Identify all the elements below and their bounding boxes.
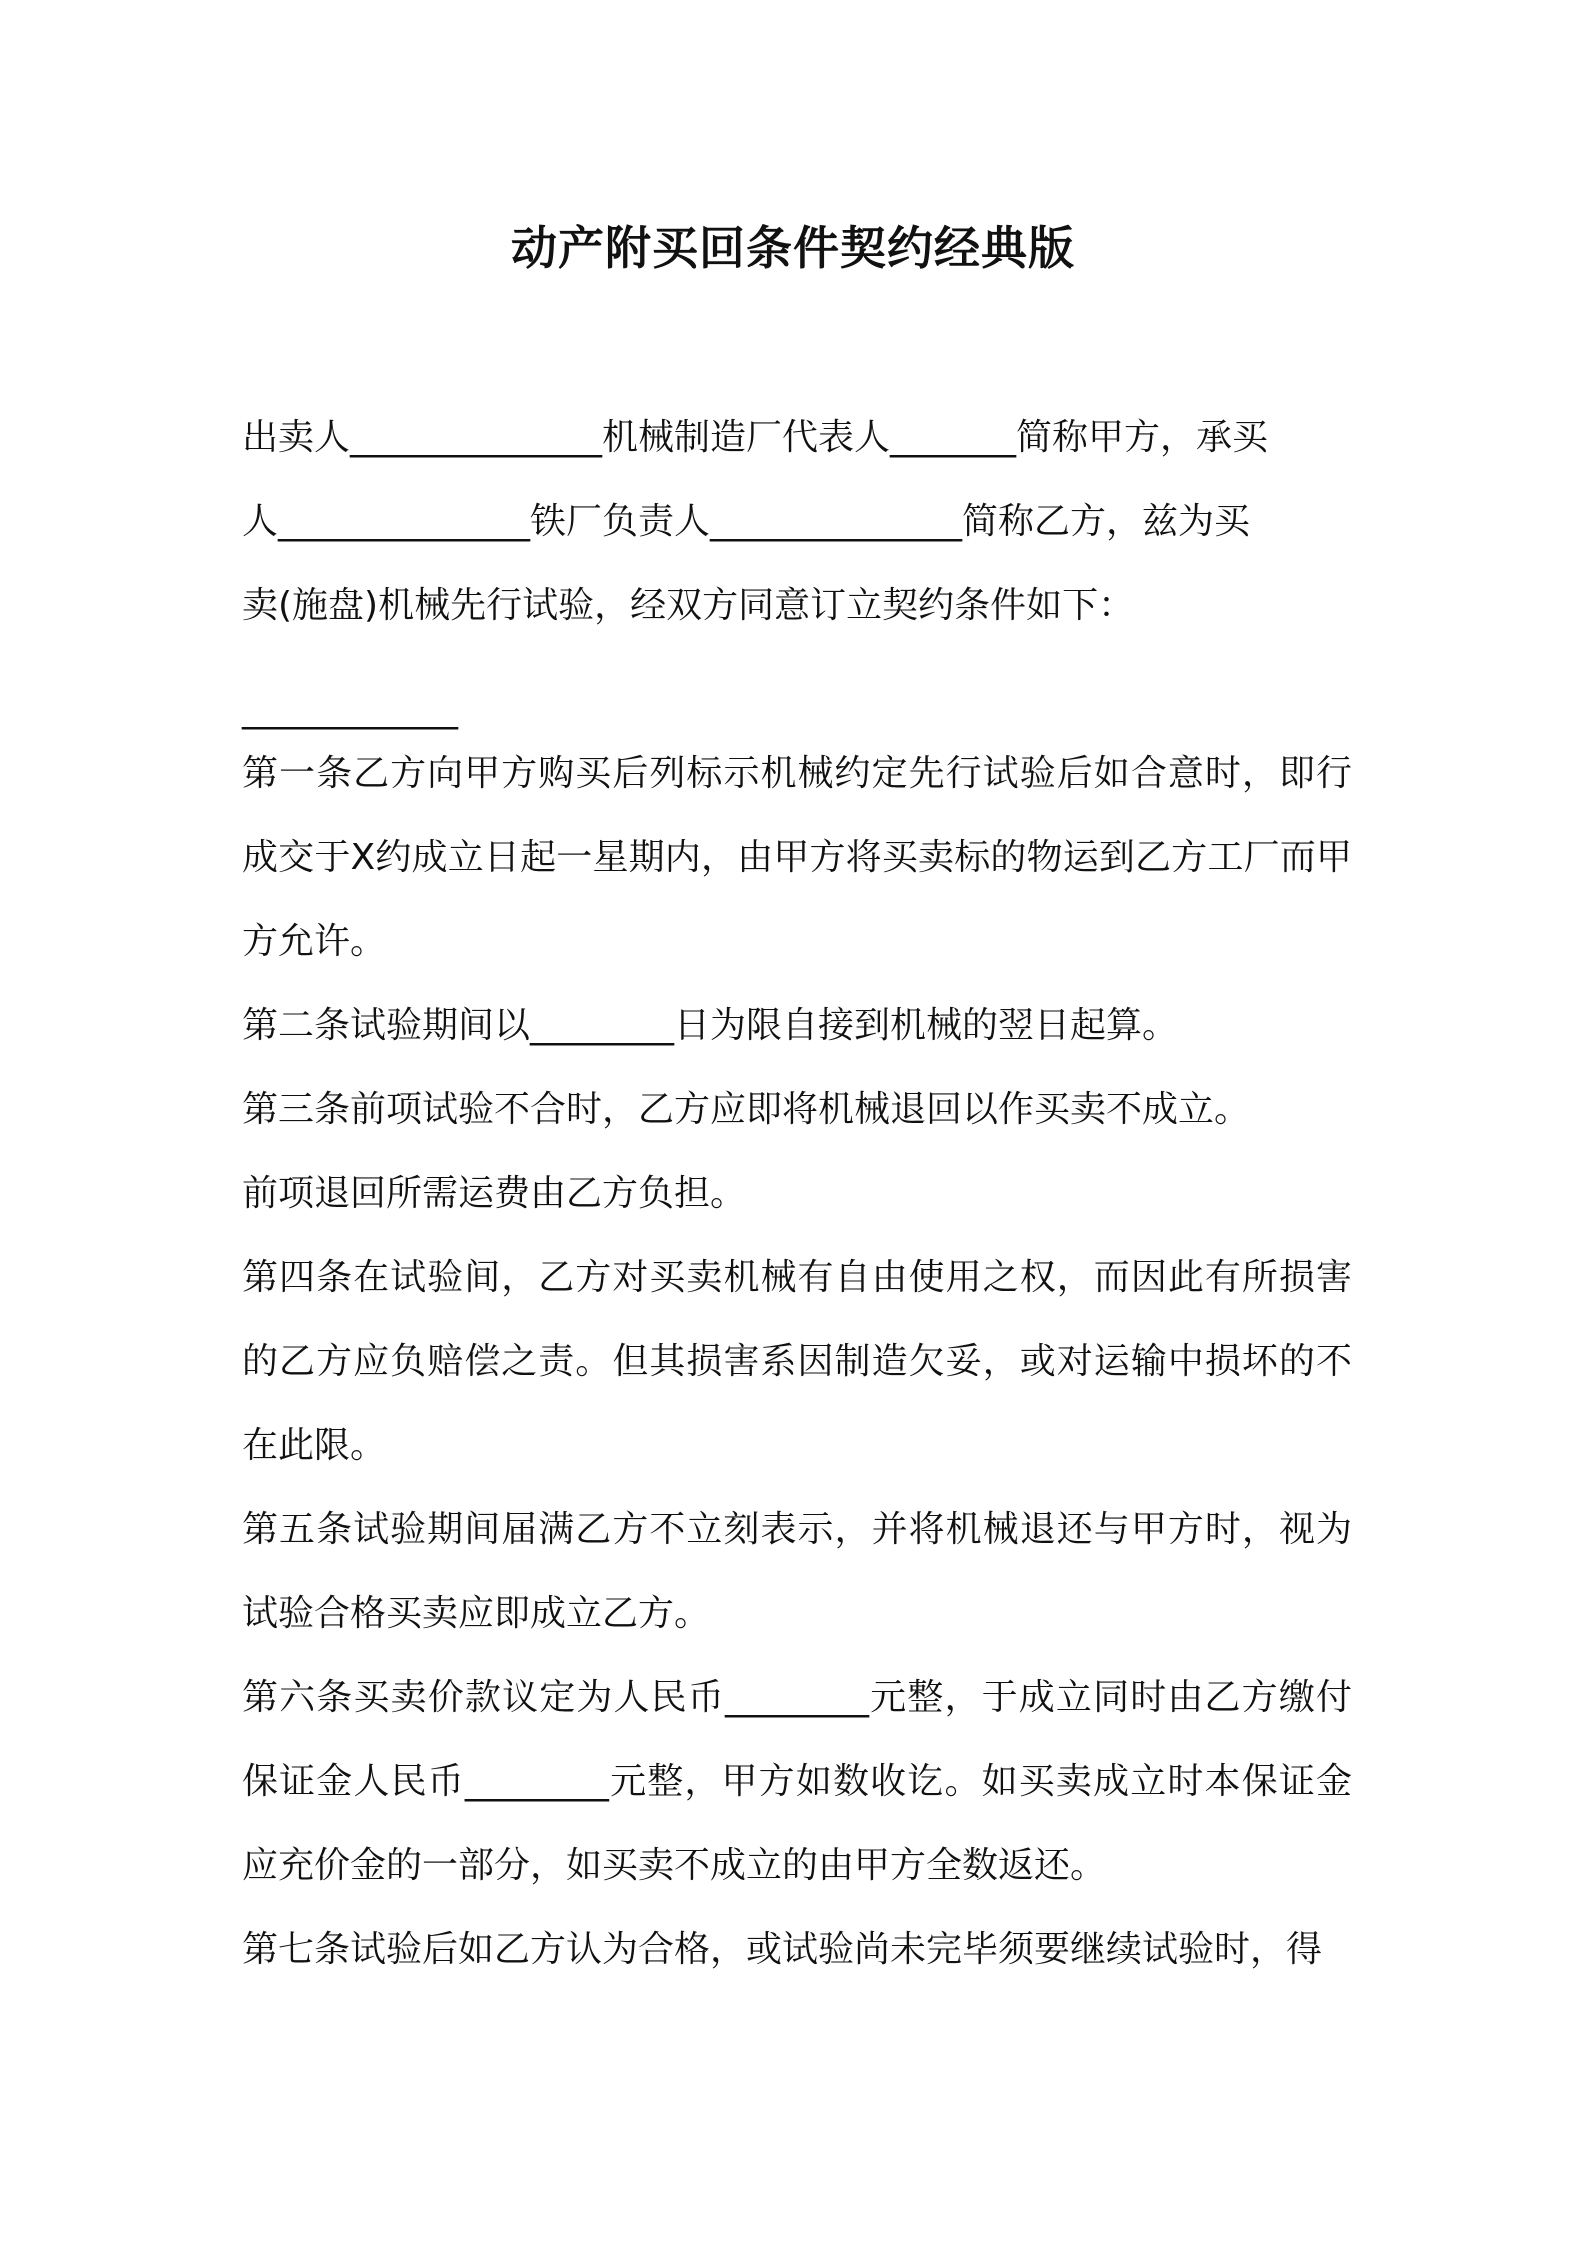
- intro-line: 人______________铁厂负责人______________简称乙方，兹为买: [242, 501, 1251, 542]
- article-paragraph: 第五条试验期间届满乙方不立刻表示，并将机械退还与甲方时，视为试验合格买卖应即成立乙方。: [242, 1509, 1352, 1634]
- intro-block: [242, 396, 1352, 648]
- article-paragraph: 第七条试验后如乙方认为合格，或试验尚未完毕须要继续试验时，得: [242, 1929, 1323, 1970]
- article-paragraph: 第三条前项试验不合时，乙方应即将机械退回以作买卖不成立。: [242, 1089, 1251, 1130]
- article-paragraph: 第四条在试验间，乙方对买卖机械有自由使用之权，而因此有所损害的乙方应负赔偿之责。但其损害系因制造欠妥，或对运输中损坏的不在此限。: [242, 1257, 1352, 1466]
- article-paragraph: 前项退回所需运费由乙方负担。: [242, 1173, 747, 1214]
- intro-line: 卖(施盘)机械先行试验，经双方同意订立契约条件如下：: [242, 585, 1135, 626]
- article-paragraph: 第一条乙方向甲方购买后列标示机械约定先行试验后如合意时，即行成交于X约成立日起一星期内，由甲方将买卖标的物运到乙方工厂而甲方允许。: [242, 753, 1352, 962]
- document-title: 动产附买回条件契约经典版: [511, 221, 1075, 275]
- articles-block: [242, 732, 1352, 1992]
- article-paragraph: 第六条买卖价款议定为人民币________元整，于成立同时由乙方缴付保证金人民币________元整，甲方如数收讫。如买卖成立时本保证金应充价金的一部分，如买卖不成立的由甲方全数返还。: [242, 1677, 1352, 1886]
- article-paragraph: 第二条试验期间以________日为限自接到机械的翌日起算。: [242, 1005, 1179, 1046]
- intro-line: 出卖人______________机械制造厂代表人_______简称甲方，承买: [242, 417, 1269, 458]
- blank-fill-line: ____________: [242, 689, 458, 730]
